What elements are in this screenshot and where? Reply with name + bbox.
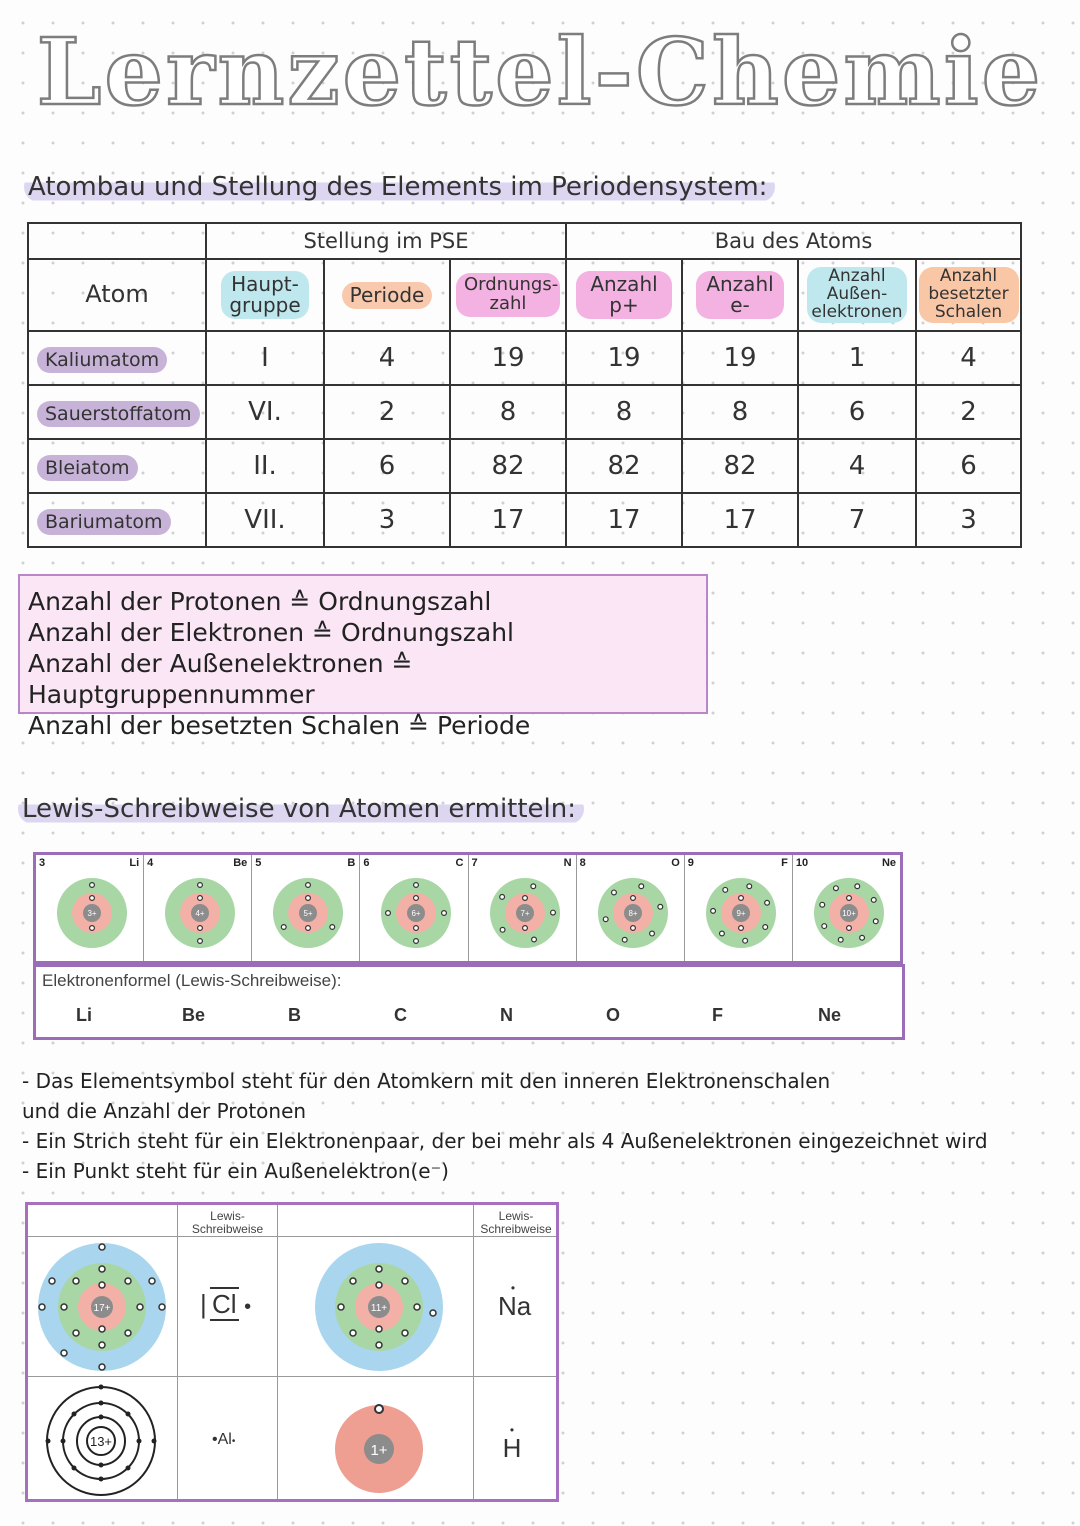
svg-text:10+: 10+ bbox=[842, 909, 856, 918]
lewis-formula-n: N bbox=[500, 1005, 513, 1025]
col-header-aussenelektronen: Anzahl Außen-elektronen bbox=[798, 259, 916, 331]
svg-text:13+: 13+ bbox=[89, 1434, 113, 1449]
notes bbox=[22, 1066, 1062, 1186]
table-cell: 19 bbox=[682, 331, 798, 385]
svg-text:8+: 8+ bbox=[628, 909, 638, 918]
atom-cell-li bbox=[36, 855, 144, 961]
atom-cell-b bbox=[252, 855, 360, 961]
table-cell: 17 bbox=[566, 493, 682, 547]
table-row bbox=[28, 439, 1021, 493]
table-cell: I bbox=[206, 331, 324, 385]
atomic-number: 5 bbox=[255, 857, 262, 869]
table-cell: 7 bbox=[798, 493, 916, 547]
table-cell: 82 bbox=[566, 439, 682, 493]
table-cell: 4 bbox=[916, 331, 1021, 385]
svg-text:11+: 11+ bbox=[370, 1303, 388, 1314]
table-cell: 8 bbox=[566, 385, 682, 439]
table-cell: 82 bbox=[682, 439, 798, 493]
lewis-column-header: Lewis-Schreibweise bbox=[191, 1209, 264, 1236]
element-symbol: C bbox=[455, 857, 464, 869]
rule-line: Anzahl der Elektronen ≙ Ordnungszahl bbox=[28, 618, 514, 647]
o-atom-model-icon bbox=[597, 877, 669, 949]
table-cell: 6 bbox=[798, 385, 916, 439]
table-cell: 82 bbox=[450, 439, 566, 493]
atom-name-cell: Bleiatom bbox=[28, 439, 206, 493]
table-cell: 4 bbox=[324, 331, 450, 385]
rule-line: Anzahl der Außenelektronen ≙ Hauptgruppennummer bbox=[28, 649, 413, 709]
table-cell: VII. bbox=[206, 493, 324, 547]
lewis-formula-row bbox=[33, 964, 905, 1040]
table-row bbox=[28, 385, 1021, 439]
atom-model-strip bbox=[33, 852, 903, 964]
c-atom-model-icon bbox=[380, 877, 452, 949]
atom-cell-n bbox=[469, 855, 577, 961]
li-atom-model-icon bbox=[56, 877, 128, 949]
table-cell: 8 bbox=[682, 385, 798, 439]
element-symbol: Be bbox=[233, 857, 248, 869]
col-header-anzahl-p: Anzahl p+ bbox=[566, 259, 682, 331]
element-symbol: F bbox=[781, 857, 788, 869]
lewis-formula-c: C bbox=[394, 1005, 407, 1025]
lewis-formula-al: •Al• bbox=[212, 1431, 236, 1448]
table-cell: 3 bbox=[324, 493, 450, 547]
formula-label: Elektronenformel (Lewis-Schreibweise): bbox=[42, 971, 342, 990]
empty-corner bbox=[28, 223, 206, 259]
rule-line: Anzahl der besetzten Schalen ≙ Periode bbox=[28, 711, 531, 740]
group-header-pse: Stellung im PSE bbox=[206, 223, 566, 259]
note-line: - Ein Punkt steht für ein Außenelektron(e⁻) bbox=[22, 1159, 449, 1183]
group-header-bau: Bau des Atoms bbox=[566, 223, 1021, 259]
examples-grid bbox=[25, 1202, 559, 1502]
aluminium-atom-model-icon bbox=[42, 1383, 160, 1499]
rules-box bbox=[18, 574, 708, 740]
table-cell: 2 bbox=[916, 385, 1021, 439]
lewis-formula-f: F bbox=[712, 1005, 723, 1025]
table-cell: 2 bbox=[324, 385, 450, 439]
table-cell: VI. bbox=[206, 385, 324, 439]
element-symbol: O bbox=[671, 857, 680, 869]
atom-cell-f bbox=[685, 855, 793, 961]
note-line: und die Anzahl der Protonen bbox=[22, 1099, 307, 1123]
col-header-periode: Periode bbox=[324, 259, 450, 331]
col-header-hauptgruppe: Haupt-gruppe bbox=[206, 259, 324, 331]
atom-name-cell: Sauerstoffatom bbox=[28, 385, 206, 439]
col-header-ordnungszahl: Ordnungs-zahl bbox=[450, 259, 566, 331]
n-atom-model-icon bbox=[489, 877, 561, 949]
lewis-formula-o: O bbox=[606, 1005, 621, 1025]
table-cell: 6 bbox=[324, 439, 450, 493]
atomic-number: 3 bbox=[39, 857, 46, 869]
sodium-atom-model-icon bbox=[311, 1241, 447, 1373]
atom-name-cell: Kaliumatom bbox=[28, 331, 206, 385]
lewis-column-header: Lewis-Schreibweise bbox=[480, 1209, 552, 1236]
atomic-number: 6 bbox=[363, 857, 370, 869]
atom-name-cell: Bariumatom bbox=[28, 493, 206, 547]
lewis-formula-ne: Ne bbox=[818, 1005, 842, 1025]
table-cell: II. bbox=[206, 439, 324, 493]
atomic-number: 10 bbox=[795, 857, 809, 869]
table-cell: 8 bbox=[450, 385, 566, 439]
atom-cell-ne bbox=[793, 855, 900, 961]
lewis-formula-b: B bbox=[288, 1005, 301, 1025]
note-line: - Ein Strich steht für ein Elektronenpaar, der bei mehr als 4 Außenelektronen eingezeichnet wird bbox=[22, 1129, 988, 1153]
atom-cell-o bbox=[577, 855, 685, 961]
atomic-number: 9 bbox=[687, 857, 694, 869]
atomic-number: 7 bbox=[471, 857, 478, 869]
atomic-number: 8 bbox=[579, 857, 586, 869]
table-cell: 17 bbox=[450, 493, 566, 547]
svg-text:5+: 5+ bbox=[303, 909, 313, 918]
col-header-atom: Atom bbox=[28, 259, 206, 331]
table-cell: 6 bbox=[916, 439, 1021, 493]
table-cell: 1 bbox=[798, 331, 916, 385]
lewis-formula-h: • H bbox=[502, 1423, 522, 1463]
atom-cell-c bbox=[360, 855, 468, 961]
svg-text:6+: 6+ bbox=[411, 909, 421, 918]
lewis-formula-be: Be bbox=[182, 1005, 206, 1025]
atom-cell-be bbox=[144, 855, 252, 961]
page-title: Lernzettel-Chemie bbox=[36, 18, 1044, 126]
svg-text:17+: 17+ bbox=[93, 1303, 111, 1314]
table-cell: 17 bbox=[682, 493, 798, 547]
table-cell: 3 bbox=[916, 493, 1021, 547]
atomic-number: 4 bbox=[147, 857, 154, 869]
svg-text:4+: 4+ bbox=[195, 909, 205, 918]
lewis-formula-na: • Na bbox=[498, 1281, 532, 1321]
element-symbol: Li bbox=[129, 857, 140, 869]
section-heading-atombau: Atombau und Stellung des Elements im Periodensystem: bbox=[24, 172, 775, 202]
table-cell: 19 bbox=[450, 331, 566, 385]
note-line: - Das Elementsymbol steht für den Atomkern mit den inneren Elektronenschalen bbox=[22, 1069, 831, 1093]
table-cell: 19 bbox=[566, 331, 682, 385]
col-header-schalen: Anzahl besetzter Schalen bbox=[916, 259, 1021, 331]
b-atom-model-icon bbox=[272, 877, 344, 949]
element-symbol: Ne bbox=[881, 857, 896, 869]
hydrogen-atom-model-icon bbox=[331, 1395, 427, 1495]
rule-line: Anzahl der Protonen ≙ Ordnungszahl bbox=[28, 587, 492, 616]
svg-text:3+: 3+ bbox=[87, 909, 97, 918]
ne-atom-model-icon bbox=[813, 877, 885, 949]
col-header-anzahl-e: Anzahl e- bbox=[682, 259, 798, 331]
table-cell: 4 bbox=[798, 439, 916, 493]
chlorine-atom-model-icon bbox=[34, 1241, 170, 1373]
f-atom-model-icon bbox=[705, 877, 777, 949]
pse-table bbox=[27, 222, 1022, 548]
lewis-formula-cl: | Cl • bbox=[200, 1289, 252, 1319]
lewis-formula-li: Li bbox=[76, 1005, 92, 1025]
table-row bbox=[28, 493, 1021, 547]
be-atom-model-icon bbox=[164, 877, 236, 949]
section-heading-lewis: Lewis-Schreibweise von Atomen ermitteln: bbox=[18, 794, 584, 824]
svg-text:1+: 1+ bbox=[370, 1442, 388, 1459]
element-symbol: N bbox=[563, 857, 572, 869]
svg-text:7+: 7+ bbox=[519, 909, 530, 918]
element-symbol: B bbox=[347, 857, 356, 869]
table-row bbox=[28, 331, 1021, 385]
svg-text:9+: 9+ bbox=[736, 909, 746, 918]
